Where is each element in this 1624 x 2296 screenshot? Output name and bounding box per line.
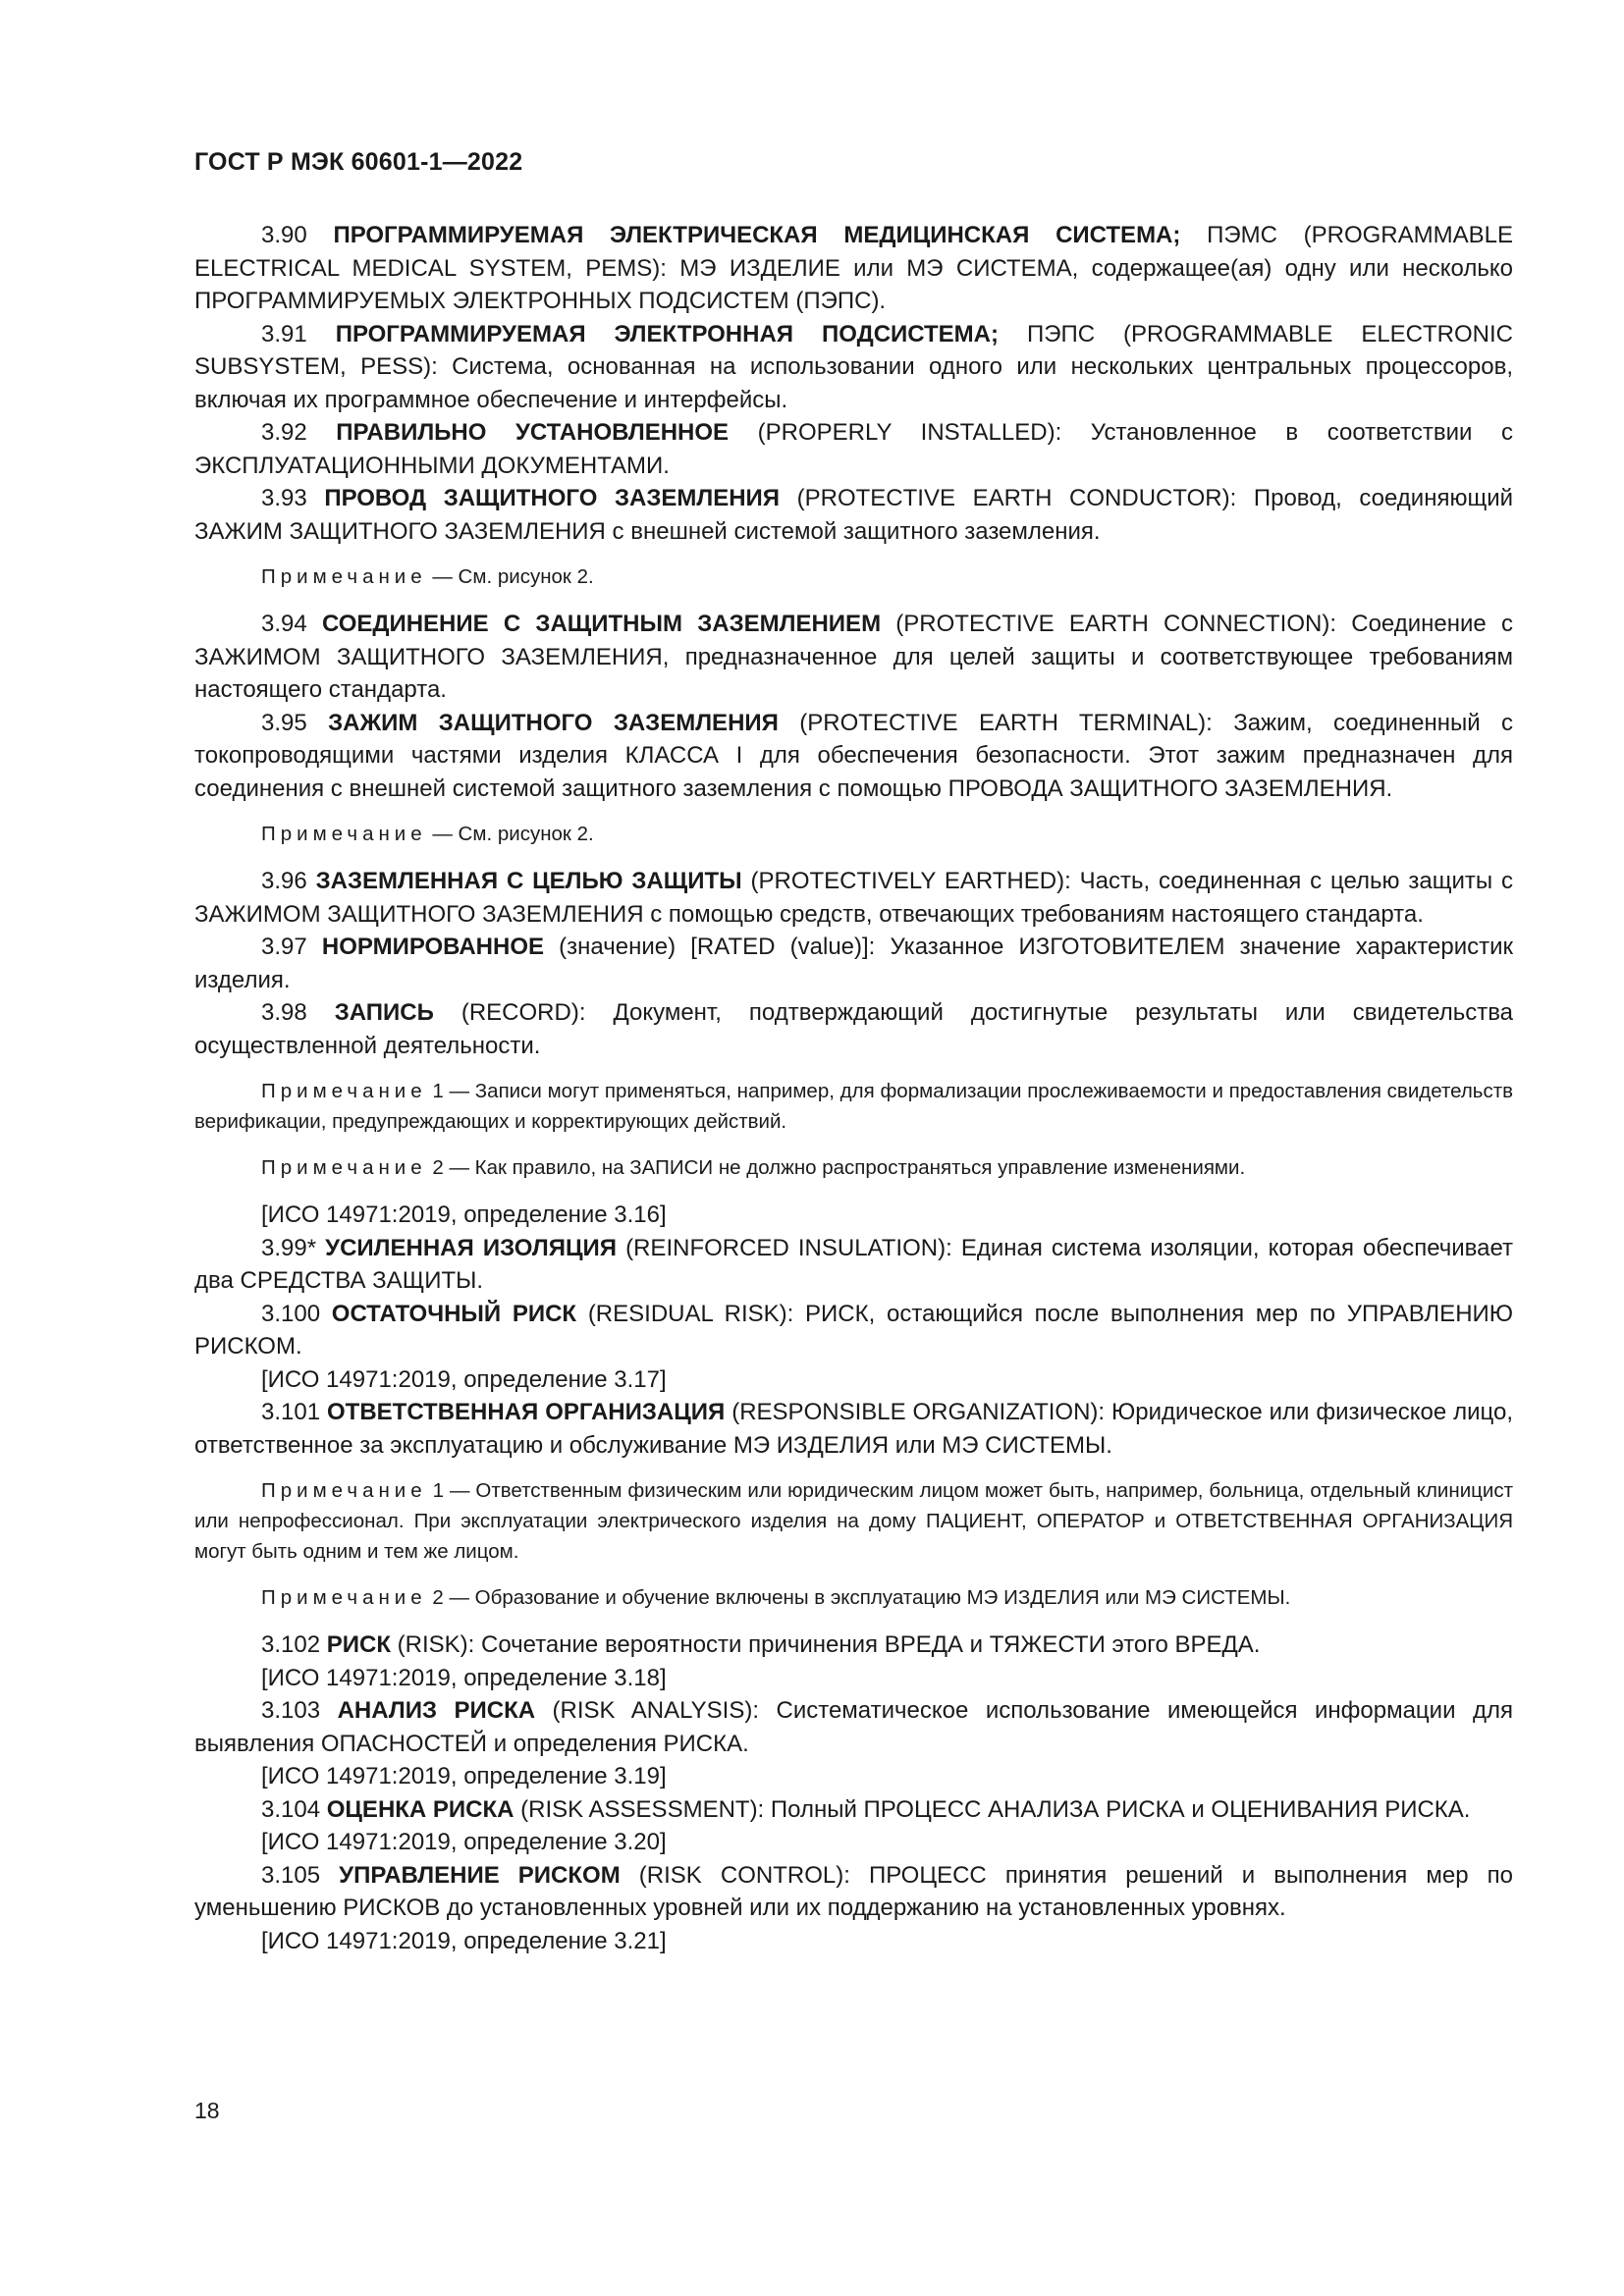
note-label: Примечание	[261, 565, 427, 588]
source-reference	[194, 1199, 1513, 1232]
source-reference	[194, 1826, 1513, 1859]
note	[194, 561, 1513, 592]
definition-number: 3.101	[261, 1399, 321, 1425]
definition-text: (REINFORCED INSULATION): Единая система изоляции, которая обеспечивает два СРЕДСТВА ЗАЩИТЫ.	[194, 1234, 1514, 1294]
definition-term: УПРАВЛЕНИЕ РИСКОМ	[339, 1861, 621, 1889]
definition-entry	[194, 1629, 1513, 1662]
definition-entry	[194, 931, 1513, 996]
source-reference	[194, 1925, 1513, 1958]
definition-entry	[194, 482, 1513, 548]
page-header: ГОСТ Р МЭК 60601-1—2022	[194, 148, 523, 176]
note	[194, 1076, 1513, 1137]
definition-term: ПРОГРАММИРУЕМАЯ ЭЛЕКТРОННАЯ ПОДСИСТЕМА;	[335, 320, 999, 347]
definition-entry	[194, 1298, 1513, 1363]
definition-number: 3.95	[261, 709, 307, 736]
reference-text: [ИСО 14971:2019, определение 3.20]	[261, 1829, 667, 1855]
definition-term: СОЕДИНЕНИЕ С ЗАЩИТНЫМ ЗАЗЕМЛЕНИЕМ	[321, 611, 882, 637]
definition-entry	[194, 707, 1513, 806]
definition-term: АНАЛИЗ РИСКА	[337, 1697, 536, 1724]
definition-text: (PROTECTIVE EARTH CONDUCTOR): Провод, соединяющий ЗАЖИМ ЗАЩИТНОГО ЗАЗЕМЛЕНИЯ с внешней системой защитного заземления.	[194, 485, 1514, 545]
reference-text: [ИСО 14971:2019, определение 3.19]	[261, 1763, 667, 1789]
note-label: Примечание	[261, 823, 427, 845]
definition-number: 3.105	[261, 1861, 321, 1889]
definition-entry	[194, 865, 1513, 931]
definition-term: УСИЛЕННАЯ ИЗОЛЯЦИЯ	[325, 1234, 618, 1261]
note-text: 1 — Записи могут применяться, например, для формализации прослеживаемости и предоставления свидетельств верификации, предупреждающих и корректирующих действий.	[194, 1080, 1513, 1133]
reference-text: [ИСО 14971:2019, определение 3.18]	[261, 1664, 667, 1691]
definition-number: 3.98	[261, 999, 307, 1026]
definition-number: 3.102	[261, 1631, 321, 1658]
definition-term: ПРОГРАММИРУЕМАЯ ЭЛЕКТРИЧЕСКАЯ МЕДИЦИНСКАЯ СИСТЕМА;	[333, 222, 1181, 248]
definition-term: ЗАПИСЬ	[334, 999, 434, 1026]
definition-entry	[194, 996, 1513, 1062]
note	[194, 819, 1513, 849]
definition-entry	[194, 1859, 1513, 1925]
definition-text: (RISK ASSESSMENT): Полный ПРОЦЕСС АНАЛИЗА РИСКА и ОЦЕНИВАНИЯ РИСКА.	[520, 1795, 1471, 1823]
definition-text: (RESPONSIBLE ORGANIZATION): Юридическое или физическое лицо, ответственное за эксплуатацию и обслуживание МЭ ИЗДЕЛИЯ или МЭ СИСТЕМЫ.	[194, 1399, 1514, 1459]
definition-number: 3.92	[261, 419, 307, 446]
definition-number: 3.91	[261, 320, 307, 347]
definition-text: (PROPERLY INSTALLED): Установленное в соответствии с ЭКСПЛУАТАЦИОННЫМИ ДОКУМЕНТАМИ.	[194, 419, 1514, 479]
definition-entry	[194, 1232, 1513, 1298]
definition-term: ЗАЖИМ ЗАЩИТНОГО ЗАЗЕМЛЕНИЯ	[328, 709, 779, 736]
definition-entry	[194, 1396, 1513, 1462]
source-reference	[194, 1363, 1513, 1397]
definition-text: ПЭПС (PROGRAMMABLE ELECTRONIC SUBSYSTEM, PESS): Система, основанная на использовании одного или нескольких центральных процессоров, включая их программное обеспечение и интерфейсы.	[194, 320, 1514, 413]
definition-entry	[194, 608, 1513, 707]
definition-number: 3.93	[261, 485, 307, 511]
definition-term: РИСК	[326, 1631, 391, 1658]
note-text: 2 — Образование и обучение включены в эксплуатацию МЭ ИЗДЕЛИЯ или МЭ СИСТЕМЫ.	[426, 1586, 1291, 1609]
note-text: — См. рисунок 2.	[426, 823, 594, 845]
definition-term: ЗАЗЕМЛЕННАЯ С ЦЕЛЬЮ ЗАЩИТЫ	[315, 868, 742, 894]
definition-text: (RECORD): Документ, подтверждающий достигнутые результаты или свидетельства осуществленной деятельности.	[194, 999, 1514, 1059]
reference-text: [ИСО 14971:2019, определение 3.16]	[261, 1201, 667, 1228]
definition-term: ПРАВИЛЬНО УСТАНОВЛЕННОЕ	[336, 419, 730, 446]
definition-entry	[194, 1694, 1513, 1760]
page-number: 18	[194, 2098, 220, 2123]
note	[194, 1475, 1513, 1567]
note	[194, 1582, 1513, 1613]
note-label: Примечание	[261, 1586, 427, 1609]
definition-number: 3.99*	[261, 1234, 317, 1261]
definition-term: НОРМИРОВАННОЕ	[321, 934, 544, 960]
definition-term: ОЦЕНКА РИСКА	[326, 1795, 514, 1823]
definition-text: (RISK): Сочетание вероятности причинения ВРЕДА и ТЯЖЕСТИ этого ВРЕДА.	[397, 1631, 1261, 1658]
definition-text: (RESIDUAL RISK): РИСК, остающийся после выполнения мер по УПРАВЛЕНИЮ РИСКОМ.	[194, 1300, 1514, 1360]
definition-number: 3.94	[261, 611, 307, 637]
note-text: 2 — Как правило, на ЗАПИСИ не должно распространяться управление изменениями.	[426, 1156, 1246, 1179]
note-label: Примечание	[261, 1479, 427, 1502]
definition-text: (PROTECTIVE EARTH CONNECTION): Соединение с ЗАЖИМОМ ЗАЩИТНОГО ЗАЗЕМЛЕНИЯ, предназначенное для целей защиты и соответствующее требованиям настоящего стандарта.	[194, 611, 1513, 703]
definition-term: ПРОВОД ЗАЩИТНОГО ЗАЗЕМЛЕНИЯ	[324, 485, 781, 511]
definition-text: (RISK CONTROL): ПРОЦЕСС принятия решений и выполнения мер по уменьшению РИСКОВ до установленных уровней или их поддержанию на установленных уровнях.	[194, 1861, 1513, 1921]
definition-entry	[194, 219, 1513, 318]
definition-entry	[194, 1793, 1513, 1827]
reference-text: [ИСО 14971:2019, определение 3.21]	[261, 1927, 667, 1954]
definition-number: 3.96	[261, 868, 307, 894]
note-text: 1 — Ответственным физическим или юридическим лицом может быть, например, больница, отдельный клиницист или непрофессионал. При эксплуатации электрического изделия на дому ПАЦИЕНТ, ОПЕРАТОР и ОТВЕТСТВЕННАЯ ОРГАНИЗАЦИЯ могут быть одним и тем же лицом.	[194, 1479, 1513, 1563]
definition-number: 3.100	[261, 1300, 321, 1327]
definition-text: (PROTECTIVELY EARTHED): Часть, соединенная с целью защиты с ЗАЖИМОМ ЗАЩИТНОГО ЗАЗЕМЛЕНИЯ с помощью средств, отвечающих требованиям настоящего стандарта.	[194, 868, 1514, 928]
definition-text: (RISK ANALYSIS): Систематическое использование имеющейся информации для выявления ОПАСНОСТЕЙ и определения РИСКА.	[194, 1697, 1513, 1757]
definition-number: 3.90	[261, 222, 307, 248]
definition-number: 3.104	[261, 1795, 321, 1823]
note-label: Примечание	[261, 1156, 427, 1179]
definition-entry	[194, 416, 1513, 482]
definition-text: (значение) [RATED (value)]: Указанное ИЗГОТОВИТЕЛЕМ значение характеристик изделия.	[194, 934, 1514, 993]
definition-term: ОТВЕТСТВЕННАЯ ОРГАНИЗАЦИЯ	[326, 1399, 726, 1425]
reference-text: [ИСО 14971:2019, определение 3.17]	[261, 1365, 667, 1393]
definition-number: 3.97	[261, 934, 307, 960]
note-text: — См. рисунок 2.	[426, 565, 594, 588]
note-label: Примечание	[261, 1080, 427, 1102]
definition-text: ПЭМС (PROGRAMMABLE ELECTRICAL MEDICAL SYSTEM, PEMS): МЭ ИЗДЕЛИЕ или МЭ СИСТЕМА, содержащее(ая) одну или несколько ПРОГРАММИРУЕМЫХ ЭЛЕКТРОННЫХ ПОДСИСТЕМ (ПЭПС).	[194, 222, 1514, 314]
definition-entry	[194, 318, 1513, 417]
source-reference	[194, 1760, 1513, 1793]
definition-number: 3.103	[261, 1697, 321, 1724]
definition-term: ОСТАТОЧНЫЙ РИСК	[331, 1300, 577, 1327]
document-body	[194, 219, 1513, 1957]
source-reference	[194, 1662, 1513, 1695]
definition-text: (PROTECTIVE EARTH TERMINAL): Зажим, соединенный с токопроводящими частями изделия КЛАССА I для обеспечения безопасности. Этот зажим предназначен для соединения с внешней системой защитного заземления с помощью ПРОВОДА ЗАЩИТНОГО ЗАЗЕМЛЕНИЯ.	[194, 709, 1514, 802]
note	[194, 1152, 1513, 1183]
